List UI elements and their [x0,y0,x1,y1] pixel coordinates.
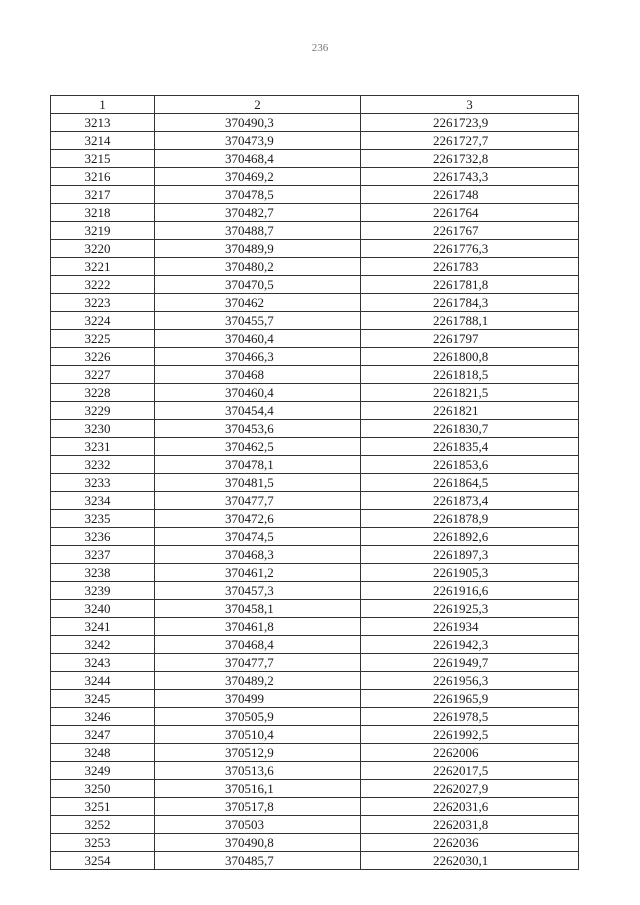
cell-point-number: 3252 [51,816,155,834]
table-row [51,654,579,672]
cell-point-number: 3222 [51,276,155,294]
cell-x-coordinate: 370466,3 [155,348,361,366]
cell-y-coordinate: 2261781,8 [361,276,579,294]
cell-point-number: 3218 [51,204,155,222]
cell-x-coordinate: 370489,2 [155,672,361,690]
cell-x-coordinate: 370510,4 [155,726,361,744]
cell-point-number: 3249 [51,762,155,780]
table-row [51,312,579,330]
cell-y-coordinate: 2261797 [361,330,579,348]
cell-point-number: 3238 [51,564,155,582]
cell-y-coordinate: 2261743,3 [361,168,579,186]
cell-x-coordinate: 370460,4 [155,384,361,402]
cell-x-coordinate: 370490,3 [155,114,361,132]
cell-y-coordinate: 2261818,5 [361,366,579,384]
cell-y-coordinate: 2262006 [361,744,579,762]
cell-point-number: 3219 [51,222,155,240]
table-row [51,186,579,204]
cell-x-coordinate: 370472,6 [155,510,361,528]
cell-y-coordinate: 2261764 [361,204,579,222]
cell-x-coordinate: 370454,4 [155,402,361,420]
cell-y-coordinate: 2261864,5 [361,474,579,492]
cell-x-coordinate: 370453,6 [155,420,361,438]
table-header-row [51,96,579,114]
table-row [51,690,579,708]
cell-y-coordinate: 2261800,8 [361,348,579,366]
cell-point-number: 3217 [51,186,155,204]
table-row [51,618,579,636]
cell-x-coordinate: 370488,7 [155,222,361,240]
coordinates-table [50,95,579,870]
cell-point-number: 3221 [51,258,155,276]
cell-x-coordinate: 370512,9 [155,744,361,762]
cell-point-number: 3234 [51,492,155,510]
cell-point-number: 3228 [51,384,155,402]
cell-point-number: 3213 [51,114,155,132]
cell-y-coordinate: 2261956,3 [361,672,579,690]
cell-x-coordinate: 370468,4 [155,150,361,168]
cell-y-coordinate: 2262031,6 [361,798,579,816]
table-row [51,474,579,492]
cell-point-number: 3236 [51,528,155,546]
cell-x-coordinate: 370480,2 [155,258,361,276]
cell-y-coordinate: 2262027,9 [361,780,579,798]
cell-y-coordinate: 2262031,8 [361,816,579,834]
cell-y-coordinate: 2261821,5 [361,384,579,402]
header-col-1: 1 [51,96,155,114]
page-number: 236 [311,42,329,54]
cell-point-number: 3247 [51,726,155,744]
cell-x-coordinate: 370474,5 [155,528,361,546]
cell-x-coordinate: 370458,1 [155,600,361,618]
cell-point-number: 3251 [51,798,155,816]
cell-x-coordinate: 370481,5 [155,474,361,492]
cell-y-coordinate: 2261776,3 [361,240,579,258]
cell-x-coordinate: 370489,9 [155,240,361,258]
cell-point-number: 3229 [51,402,155,420]
cell-y-coordinate: 2262017,5 [361,762,579,780]
cell-x-coordinate: 370473,9 [155,132,361,150]
cell-x-coordinate: 370513,6 [155,762,361,780]
cell-y-coordinate: 2261892,6 [361,528,579,546]
table-row [51,780,579,798]
table-row [51,348,579,366]
table-row [51,510,579,528]
cell-point-number: 3215 [51,150,155,168]
table-row [51,276,579,294]
table-row [51,384,579,402]
cell-y-coordinate: 2261878,9 [361,510,579,528]
cell-point-number: 3237 [51,546,155,564]
table-row [51,132,579,150]
table-row [51,636,579,654]
table-row [51,168,579,186]
cell-point-number: 3240 [51,600,155,618]
table-row [51,672,579,690]
cell-x-coordinate: 370516,1 [155,780,361,798]
cell-y-coordinate: 2261897,3 [361,546,579,564]
cell-y-coordinate: 2261748 [361,186,579,204]
cell-point-number: 3232 [51,456,155,474]
table-row [51,240,579,258]
cell-y-coordinate: 2261830,7 [361,420,579,438]
table-row [51,294,579,312]
cell-x-coordinate: 370477,7 [155,654,361,672]
table-row [51,456,579,474]
table-row [51,330,579,348]
cell-y-coordinate: 2261788,1 [361,312,579,330]
cell-y-coordinate: 2261934 [361,618,579,636]
table-row [51,834,579,852]
cell-point-number: 3248 [51,744,155,762]
cell-point-number: 3230 [51,420,155,438]
table-row [51,492,579,510]
table-row [51,150,579,168]
cell-point-number: 3223 [51,294,155,312]
cell-point-number: 3235 [51,510,155,528]
cell-point-number: 3226 [51,348,155,366]
cell-x-coordinate: 370462 [155,294,361,312]
table-row [51,438,579,456]
cell-x-coordinate: 370478,1 [155,456,361,474]
cell-point-number: 3233 [51,474,155,492]
cell-x-coordinate: 370461,2 [155,564,361,582]
table-row [51,420,579,438]
cell-y-coordinate: 2261905,3 [361,564,579,582]
cell-point-number: 3241 [51,618,155,636]
cell-y-coordinate: 2261727,7 [361,132,579,150]
cell-x-coordinate: 370477,7 [155,492,361,510]
table-row [51,600,579,618]
table-row [51,744,579,762]
table-row [51,222,579,240]
cell-x-coordinate: 370469,2 [155,168,361,186]
cell-y-coordinate: 2262030,1 [361,852,579,870]
cell-x-coordinate: 370482,7 [155,204,361,222]
table-row [51,258,579,276]
cell-point-number: 3239 [51,582,155,600]
cell-point-number: 3253 [51,834,155,852]
cell-y-coordinate: 2261835,4 [361,438,579,456]
cell-point-number: 3220 [51,240,155,258]
cell-y-coordinate: 2261925,3 [361,600,579,618]
cell-point-number: 3243 [51,654,155,672]
table-row [51,402,579,420]
cell-x-coordinate: 370460,4 [155,330,361,348]
cell-point-number: 3242 [51,636,155,654]
cell-point-number: 3250 [51,780,155,798]
table-row [51,366,579,384]
cell-x-coordinate: 370461,8 [155,618,361,636]
cell-y-coordinate: 2261942,3 [361,636,579,654]
cell-x-coordinate: 370485,7 [155,852,361,870]
table-row [51,582,579,600]
header-col-3: 3 [361,96,579,114]
table-row [51,726,579,744]
cell-point-number: 3244 [51,672,155,690]
cell-point-number: 3225 [51,330,155,348]
cell-y-coordinate: 2261732,8 [361,150,579,168]
cell-y-coordinate: 2261784,3 [361,294,579,312]
cell-point-number: 3231 [51,438,155,456]
cell-x-coordinate: 370455,7 [155,312,361,330]
cell-y-coordinate: 2261949,7 [361,654,579,672]
cell-point-number: 3216 [51,168,155,186]
cell-x-coordinate: 370462,5 [155,438,361,456]
cell-y-coordinate: 2261853,6 [361,456,579,474]
table-row [51,762,579,780]
table-row [51,852,579,870]
cell-x-coordinate: 370468 [155,366,361,384]
header-col-2: 2 [155,96,361,114]
cell-y-coordinate: 2261767 [361,222,579,240]
table-row [51,528,579,546]
cell-y-coordinate: 2261821 [361,402,579,420]
cell-y-coordinate: 2261873,4 [361,492,579,510]
cell-x-coordinate: 370468,4 [155,636,361,654]
table-row [51,816,579,834]
table-body [51,114,579,870]
cell-y-coordinate: 2261965,9 [361,690,579,708]
cell-point-number: 3254 [51,852,155,870]
cell-point-number: 3245 [51,690,155,708]
cell-point-number: 3224 [51,312,155,330]
cell-y-coordinate: 2261992,5 [361,726,579,744]
cell-x-coordinate: 370517,8 [155,798,361,816]
cell-x-coordinate: 370468,3 [155,546,361,564]
cell-point-number: 3227 [51,366,155,384]
table-row [51,564,579,582]
cell-y-coordinate: 2261978,5 [361,708,579,726]
cell-x-coordinate: 370503 [155,816,361,834]
table-row [51,546,579,564]
cell-point-number: 3214 [51,132,155,150]
cell-x-coordinate: 370499 [155,690,361,708]
cell-point-number: 3246 [51,708,155,726]
cell-x-coordinate: 370478,5 [155,186,361,204]
cell-y-coordinate: 2261916,6 [361,582,579,600]
table-row [51,114,579,132]
cell-y-coordinate: 2261783 [361,258,579,276]
cell-x-coordinate: 370457,3 [155,582,361,600]
cell-x-coordinate: 370490,8 [155,834,361,852]
cell-x-coordinate: 370505,9 [155,708,361,726]
cell-y-coordinate: 2262036 [361,834,579,852]
table-row [51,204,579,222]
cell-x-coordinate: 370470,5 [155,276,361,294]
table-row [51,708,579,726]
table-row [51,798,579,816]
cell-y-coordinate: 2261723,9 [361,114,579,132]
